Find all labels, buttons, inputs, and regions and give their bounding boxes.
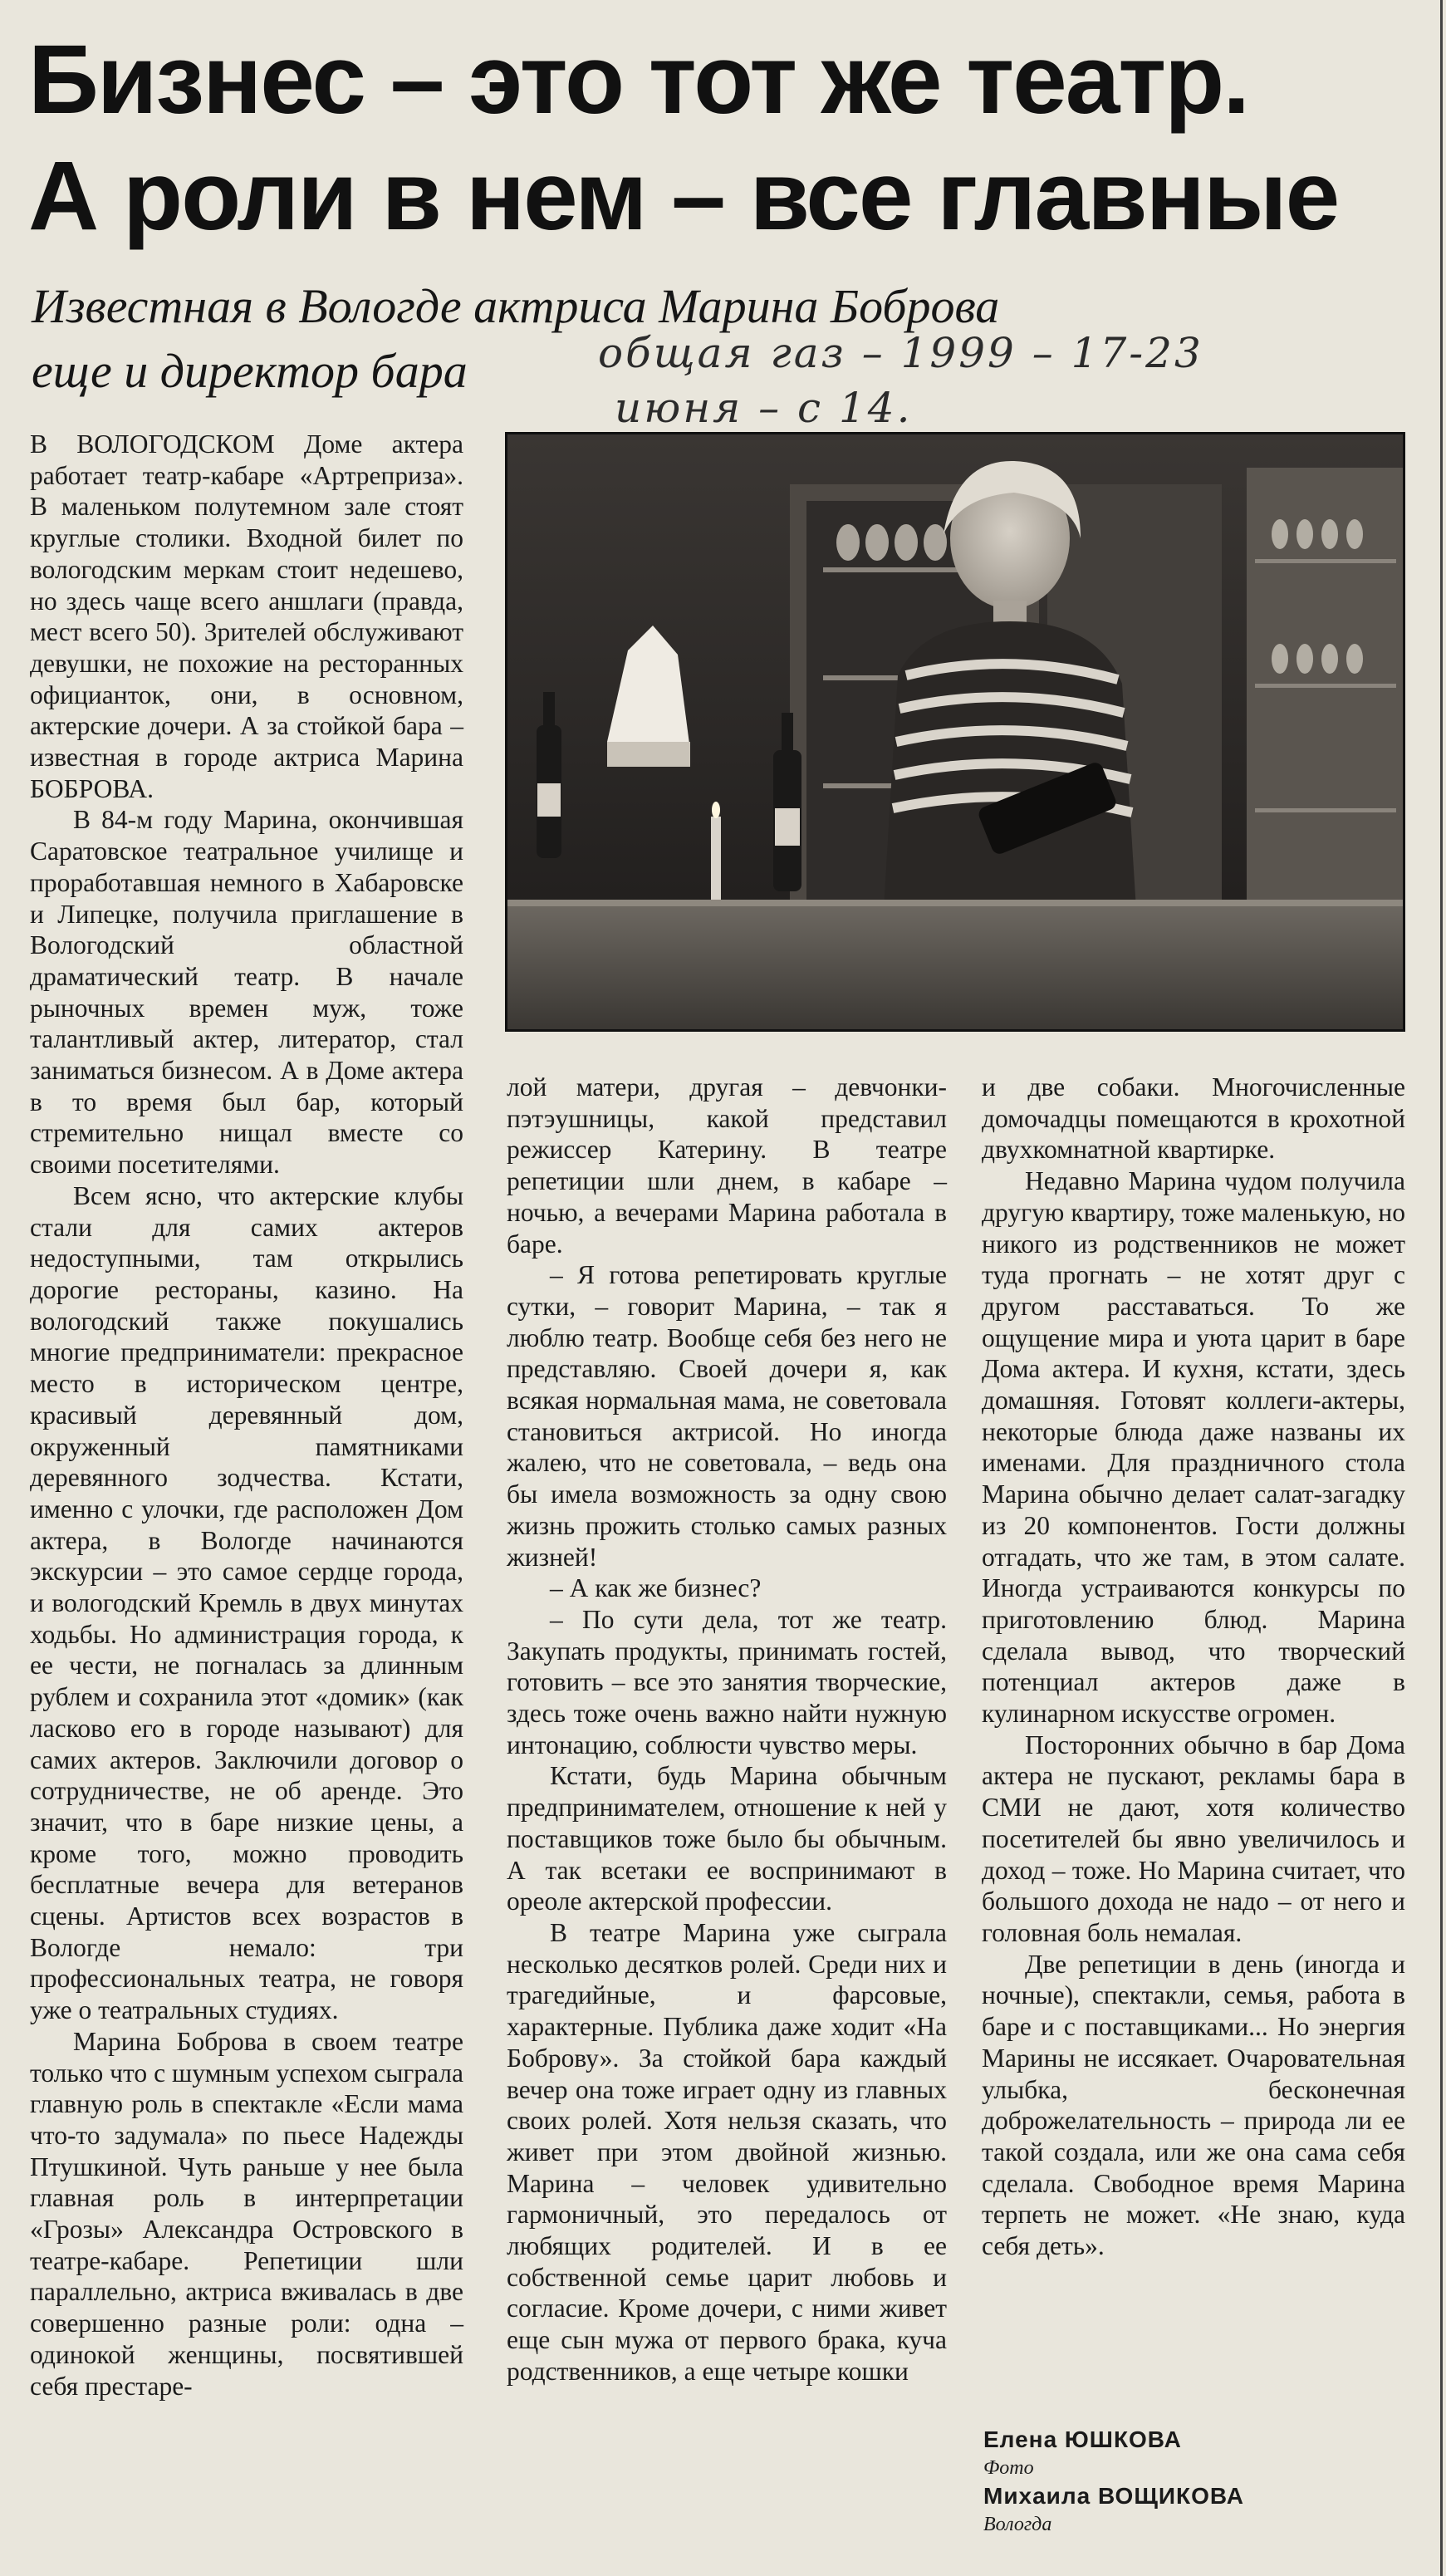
photo-label: Фото <box>983 2457 1034 2479</box>
bar-photo-illustration <box>507 434 1403 1029</box>
handwritten-note-line-1: общая газ – 1999 – 17-23 <box>598 329 1203 377</box>
article-column-1 <box>30 429 463 2402</box>
handwritten-note <box>598 326 1429 435</box>
headline-line-1: Бизнес – это тот же театр. <box>28 25 1249 135</box>
paragraph: лой матери, другая – девчонки-пэтэушницы, какой представил режиссер Катерину. В театре репетиции шли днем, в кабаре – ночью, а вечерами Марина работала в баре. <box>507 1072 947 1259</box>
paragraph: Недавно Марина чудом получила другую квартиру, тоже маленькую, но никого из родственников не может туда прогнать – не хотят друг с другом расставаться. То же ощущение мира и уюта царит в баре Дома актера. И кухня, кстати, здесь домашняя. Готовят коллеги-актеры, некоторые блюда даже названы их именами. Для праздничного стола Марина обычно делает салат-загадку из 20 компонентов. Гости должны отгадать, что же там, в этом салате. Иногда устраиваются конкурсы по приготовлению блюд. Марина сделала вывод, что творческий потенциал актеров даже в кулинарном искусстве огромен. <box>982 1166 1405 1729</box>
photographer-name: Михаила ВОЩИКОВА <box>983 2483 1244 2509</box>
article-column-2 <box>507 1072 947 2387</box>
author-name: Елена ЮШКОВА <box>983 2426 1182 2452</box>
paragraph: Всем ясно, что актерские клубы стали для самих актеров недоступными, там открылись дорогие рестораны, казино. На вологодский также покушались многие предприниматели: прекрасное место в историческом центре, красивый деревянный дом, окруженный памятниками деревянного зодчества. Кстати, именно с улочки, где расположен Дом актера, в Вологде начинаются экскурсии – это самое сердце города, и вологодский Кремль в двух минутах ходьбы. Но администрация города, к ее чести, не погналась за длинным рублем и сохранила этот «домик» (как ласково его в городе называют) для самих актеров. Заключили договор о сотрудничестве, не об аренде. Это значит, что в баре низкие цены, а кроме того, можно проводить бесплатные вечера для ветеранов сцены. Артистов всех возрастов в Вологде немало: три профессиональных театра, не говоря уже о театральных студиях. <box>30 1180 463 2025</box>
headline <box>28 22 1424 254</box>
headline-line-2: А роли в нем – все главные <box>28 141 1339 251</box>
paragraph: – Я готова репетировать круглые сутки, – говорит Марина, – так я люблю театр. Вообще себя без него не представляю. Своей дочери я, как всякая нормальная мама, не советовала становиться актрисой. Но иногда жалею, что не советовала, – ведь она бы имела возможность за одну свою жизнь прожить столько самых разных жизней! <box>507 1260 947 1572</box>
subheadline-line-2: еще и директор бара <box>32 344 468 398</box>
paragraph: – По сути дела, тот же театр. Закупать продукты, принимать гостей, готовить – все это занятия творческие, здесь тоже очень важно найти нужную интонацию, соблюсти чувство меры. <box>507 1604 947 1759</box>
paragraph: В ВОЛОГОДСКОМ Доме актера работает театр-кабаре «Артрепризa». В маленьком полутемном зале стоят круглые столики. Входной билет по вологодским меркам стоит недешево, но здесь чаще всего аншлаги (правда, мест всего 50). Зрителей обслуживают девушки, не похожие на ресторанных официанток, они, в основном, актерские дочери. А за стойкой бара – известная в городе актриса Марина БОБРОВА. <box>30 429 463 803</box>
city-label: Вологда <box>983 2514 1052 2535</box>
handwritten-note-line-2: июня – с 14. <box>615 384 913 432</box>
paragraph: Две репетиции в день (иногда и ночные), спектакли, семья, работа в баре и с поставщиками... Но энергия Марины не иссякает. Очаровательная улыбка, бесконечная доброжелательность – природа ли ее такой создала, или же она сама себя сделала. Свободное время Марина терпеть не может. «Не знаю, куда себя деть». <box>982 1949 1405 2261</box>
paragraph: – А как же бизнес? <box>550 1573 762 1603</box>
paragraph: и две собаки. Многочисленные домочадцы помещаются в крохотной двухкомнатной квартирке. <box>982 1072 1405 1165</box>
photo-actress-at-bar <box>505 432 1405 1032</box>
article-column-3 <box>982 1072 1405 2262</box>
right-edge-rule <box>1440 0 1443 2576</box>
paragraph: Кстати, будь Марина обычным предпринимателем, отношение к ней у поставщиков тоже было бы обычным. А так всетаки ее воспринимают в ореоле актерской профессии. <box>507 1761 947 1916</box>
byline <box>983 2424 1415 2537</box>
paragraph: В театре Марина уже сыграла несколько десятков ролей. Среди них и трагедийные, и фарсовые, характерные. Публика даже ходит «На Боброву». За стойкой бара каждый вечер она тоже играет одну из главных своих ролей. Хотя нельзя сказать, что живет при этом двойной жизнью. Марина – человек удивительно гармоничный, это передалось от любящих родителей. И в ее собственной семье царит любовь и согласие. Кроме дочери, с ними живет еще сын мужа от первого брака, куча родственников, а еще четыре кошки <box>507 1917 947 2386</box>
paragraph: Марина Боброва в своем театре только что с шумным успехом сыграла главную роль в спектакле «Если мама что-то задумала» по пьесе Надежды Птушкиной. Чуть раньше у нее была главная роль в интерпретации «Грозы» Александра Островского в театре-кабаре. Репетиции шли параллельно, актриса вживалась в две совершенно разные роли: одна – одинокой женщины, посвятившей себя престаре- <box>30 2026 463 2401</box>
subheadline-line-1: Известная в Вологде актриса Марина Боброва <box>32 279 1000 333</box>
paragraph: Посторонних обычно в бар Дома актера не пускают, рекламы бара в СМИ не дают, хотя количество посетителей бы явно увеличилось и доход – тоже. Но Марина считает, что большого дохода не надо – от него и головная боль немалая. <box>982 1730 1405 1947</box>
paragraph: В 84-м году Марина, окончившая Саратовское театральное училище и проработавшая немного в Хабаровске и Липецке, получила приглашение в Вологодский областной драматический театр. В начале рыночных времен муж, тоже талантливый актер, литератор, стал заниматься бизнесом. А в Доме актера в то время был бар, который стремительно нищал вместе со своими посетителями. <box>30 805 463 1180</box>
